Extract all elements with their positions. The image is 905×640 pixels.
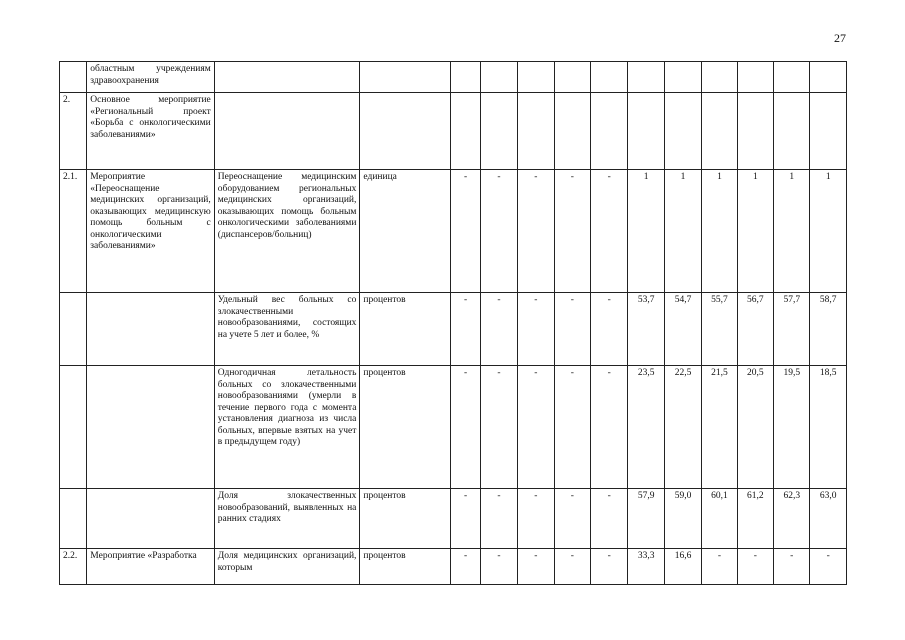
unit: процентов [360,489,451,549]
value-cell [451,62,480,93]
value-cell [451,93,480,170]
event-name [87,489,214,549]
value-cell: 19,5 [774,366,810,489]
indicator-name [214,93,360,170]
table-row [60,293,847,366]
value-cell: - [451,366,480,489]
value-cell: - [554,293,590,366]
value-cell: - [451,170,480,293]
event-name: Основное мероприятие «Региональный проект «Борьба с онкологическими заболеваниями» [87,93,214,170]
value-cell [554,62,590,93]
value-cell: 57,7 [774,293,810,366]
value-cell: 18,5 [810,366,847,489]
value-cell: - [480,489,517,549]
table-body [60,62,847,585]
value-cell [702,93,737,170]
value-cell: - [480,170,517,293]
value-cell: 57,9 [628,489,664,549]
value-cell [591,62,628,93]
value-cell [737,93,773,170]
row-number [60,489,87,549]
value-cell [480,93,517,170]
table-row [60,170,847,293]
page-number: 27 [834,31,846,45]
value-cell [480,62,517,93]
row-number [60,366,87,489]
indicator-name: Удельный вес больных со злокачественными новообразованиями, состоящих на учете 5 лет и более, % [214,293,360,366]
event-name [87,293,214,366]
indicator-name: Доля медицинских организаций, которым [214,549,360,585]
value-cell: 20,5 [737,366,773,489]
value-cell: - [591,170,628,293]
value-cell: 61,2 [737,489,773,549]
table-row [60,366,847,489]
unit [360,93,451,170]
value-cell [774,93,810,170]
value-cell [591,93,628,170]
value-cell [518,93,554,170]
value-cell: 62,3 [774,489,810,549]
row-number [60,62,87,93]
value-cell: 55,7 [702,293,737,366]
value-cell: - [518,549,554,585]
value-cell: - [451,549,480,585]
value-cell: - [591,366,628,489]
event-name: областным учреждениям здравоохранения [87,62,214,93]
value-cell: - [554,170,590,293]
value-cell: 1 [664,170,701,293]
unit: процентов [360,549,451,585]
value-cell [810,93,847,170]
value-cell: - [774,549,810,585]
value-cell: 59,0 [664,489,701,549]
value-cell: - [554,366,590,489]
table-row [60,489,847,549]
value-cell: - [737,549,773,585]
value-cell [810,62,847,93]
value-cell [518,62,554,93]
value-cell: - [591,293,628,366]
value-cell: 60,1 [702,489,737,549]
value-cell: - [518,366,554,489]
value-cell: - [451,489,480,549]
table-row [60,549,847,585]
value-cell [554,93,590,170]
value-cell: - [451,293,480,366]
value-cell: - [810,549,847,585]
row-number: 2.2. [60,549,87,585]
value-cell [664,62,701,93]
event-name: Мероприятие «Переоснащение медицинских организаций, оказывающих медицинскую помощь больным с онкологическими заболеваниями» [87,170,214,293]
row-number: 2.1. [60,170,87,293]
value-cell [737,62,773,93]
value-cell: 21,5 [702,366,737,489]
value-cell: - [554,489,590,549]
value-cell: - [518,170,554,293]
unit: процентов [360,366,451,489]
value-cell: - [702,549,737,585]
value-cell: - [591,549,628,585]
value-cell: - [518,489,554,549]
value-cell: 58,7 [810,293,847,366]
value-cell: 1 [774,170,810,293]
value-cell [628,62,664,93]
row-number: 2. [60,93,87,170]
value-cell: - [480,549,517,585]
value-cell: 56,7 [737,293,773,366]
value-cell: - [480,293,517,366]
value-cell: 53,7 [628,293,664,366]
value-cell: 1 [810,170,847,293]
value-cell: 23,5 [628,366,664,489]
value-cell: - [480,366,517,489]
value-cell: 33,3 [628,549,664,585]
value-cell: 63,0 [810,489,847,549]
unit: процентов [360,293,451,366]
indicator-name: Доля злокачественных новообразований, выявленных на ранних стадиях [214,489,360,549]
unit: единица [360,170,451,293]
table-row [60,93,847,170]
table-row [60,62,847,93]
unit [360,62,451,93]
indicators-table [59,61,847,585]
value-cell: - [591,489,628,549]
indicator-name: Одногодичная летальность больных со злокачественными новообразованиями (умерли в течение первого года с момента установления диагноза из числа больных, впервые взятых на учет в предыдущем году) [214,366,360,489]
value-cell: 54,7 [664,293,701,366]
value-cell: 16,6 [664,549,701,585]
value-cell: - [518,293,554,366]
value-cell: 22,5 [664,366,701,489]
value-cell: 1 [737,170,773,293]
event-name [87,366,214,489]
row-number [60,293,87,366]
value-cell: 1 [702,170,737,293]
indicator-name: Переоснащение медицинским оборудованием региональных медицинских организаций, оказывающих помощь больным онкологическими заболеваниями (диспансеров/больниц) [214,170,360,293]
value-cell [774,62,810,93]
event-name: Мероприятие «Разработка [87,549,214,585]
indicator-name [214,62,360,93]
value-cell [628,93,664,170]
value-cell [702,62,737,93]
value-cell [664,93,701,170]
value-cell: - [554,549,590,585]
value-cell: 1 [628,170,664,293]
